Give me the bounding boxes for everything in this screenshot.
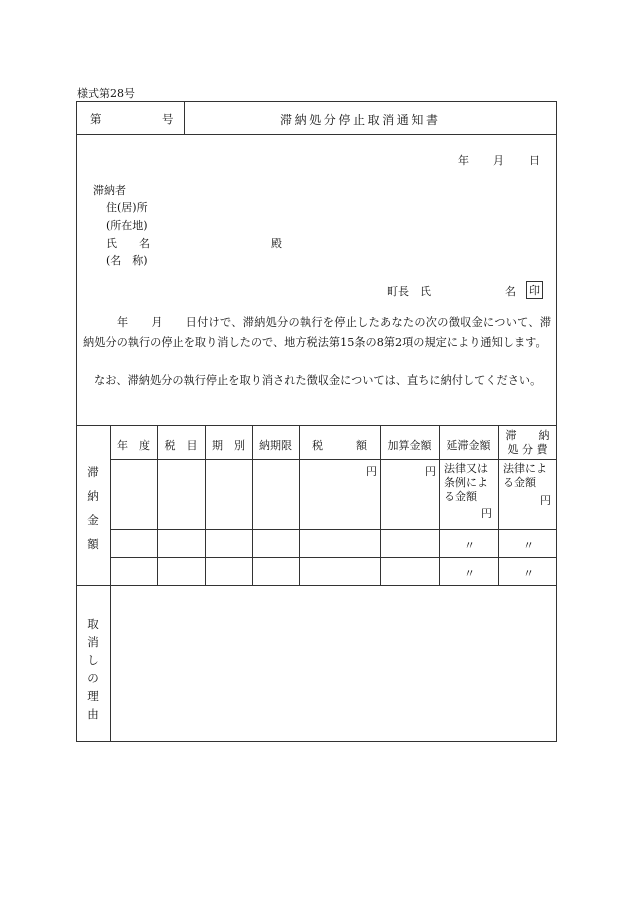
notice-paragraph <box>83 313 551 353</box>
reason-char: の <box>87 671 99 685</box>
issuer-name-char: 名 <box>505 285 516 298</box>
header-period: 期 別 <box>212 439 245 452</box>
side-char: 納 <box>87 489 99 503</box>
header-surcharge: 加算金額 <box>387 439 432 452</box>
ditto-mark: 〃 <box>464 567 475 580</box>
location-label: (所在地) <box>106 219 148 232</box>
ditto-mark: 〃 <box>523 567 534 580</box>
header-separator <box>184 101 185 134</box>
table-row1-divider <box>110 529 557 530</box>
side-char: 滞 <box>87 465 99 479</box>
reason-char: 理 <box>87 689 99 703</box>
number-suffix: 号 <box>162 112 174 126</box>
header-tax-item: 税 目 <box>164 439 198 452</box>
payment-instruction: なお、滞納処分の執行停止を取り消された徴収金については、直ちに納付してください。 <box>94 374 542 387</box>
reason-char: 取 <box>87 617 99 631</box>
table-row2-divider <box>110 557 557 558</box>
disposal-note: 法律による金額 <box>503 462 547 489</box>
addressee-label: 滞納者 <box>93 184 126 197</box>
delinquency-note: 法律又は条例による金額 <box>444 462 488 503</box>
notice-date-phrase: 年 月 日付けで、 <box>117 316 243 329</box>
tax-amount-unit: 円 <box>366 465 377 478</box>
issuer-title: 町長 氏 <box>387 285 431 298</box>
delinquent-amount-label <box>86 460 100 556</box>
table-top-border <box>76 425 557 426</box>
delinquency-unit: 円 <box>481 507 492 520</box>
ditto-mark: 〃 <box>464 539 475 552</box>
notice-text: 滞納処分の執行を停止したあなたの次の徴収金について、滞納処分の執行の停止を取り消したので、地方税法第15条の8第2項の規定により通知します。 <box>83 316 552 349</box>
header-tax-amount: 税 額 <box>312 439 367 452</box>
cancellation-reason-label <box>86 615 100 723</box>
table-header-divider <box>110 459 557 460</box>
date-year: 年 <box>458 154 469 167</box>
header-divider <box>76 134 557 135</box>
address-label: 住(居)所 <box>106 201 148 214</box>
honorific: 殿 <box>271 237 282 250</box>
name-label: 氏 名 <box>106 237 150 250</box>
date-day: 日 <box>529 154 540 167</box>
number-prefix: 第 <box>90 112 102 126</box>
header-disposal-line2: 処 分 費 <box>507 443 548 456</box>
reason-char: し <box>87 653 99 667</box>
document-title: 滞納処分停止取消通知書 <box>280 113 441 127</box>
form-label: 様式第28号 <box>77 87 135 100</box>
header-year: 年 度 <box>117 439 150 452</box>
header-disposal-cost <box>498 429 557 457</box>
surcharge-unit: 円 <box>425 465 436 478</box>
disposal-unit: 円 <box>540 494 551 507</box>
header-disposal-line1: 滞 納 <box>505 429 550 442</box>
side-char: 金 <box>87 513 99 527</box>
date-month: 月 <box>493 154 504 167</box>
seal-mark: 印 <box>526 281 543 299</box>
reason-char: 消 <box>87 635 99 649</box>
side-char: 額 <box>87 537 99 551</box>
name-alt-label: (名 称) <box>106 254 148 267</box>
cancellation-reason-field[interactable] <box>111 586 556 741</box>
ditto-mark: 〃 <box>523 539 534 552</box>
reason-char: 由 <box>87 707 99 721</box>
header-due-date: 納期限 <box>259 439 292 452</box>
header-delinquency: 延滞金額 <box>446 439 491 452</box>
